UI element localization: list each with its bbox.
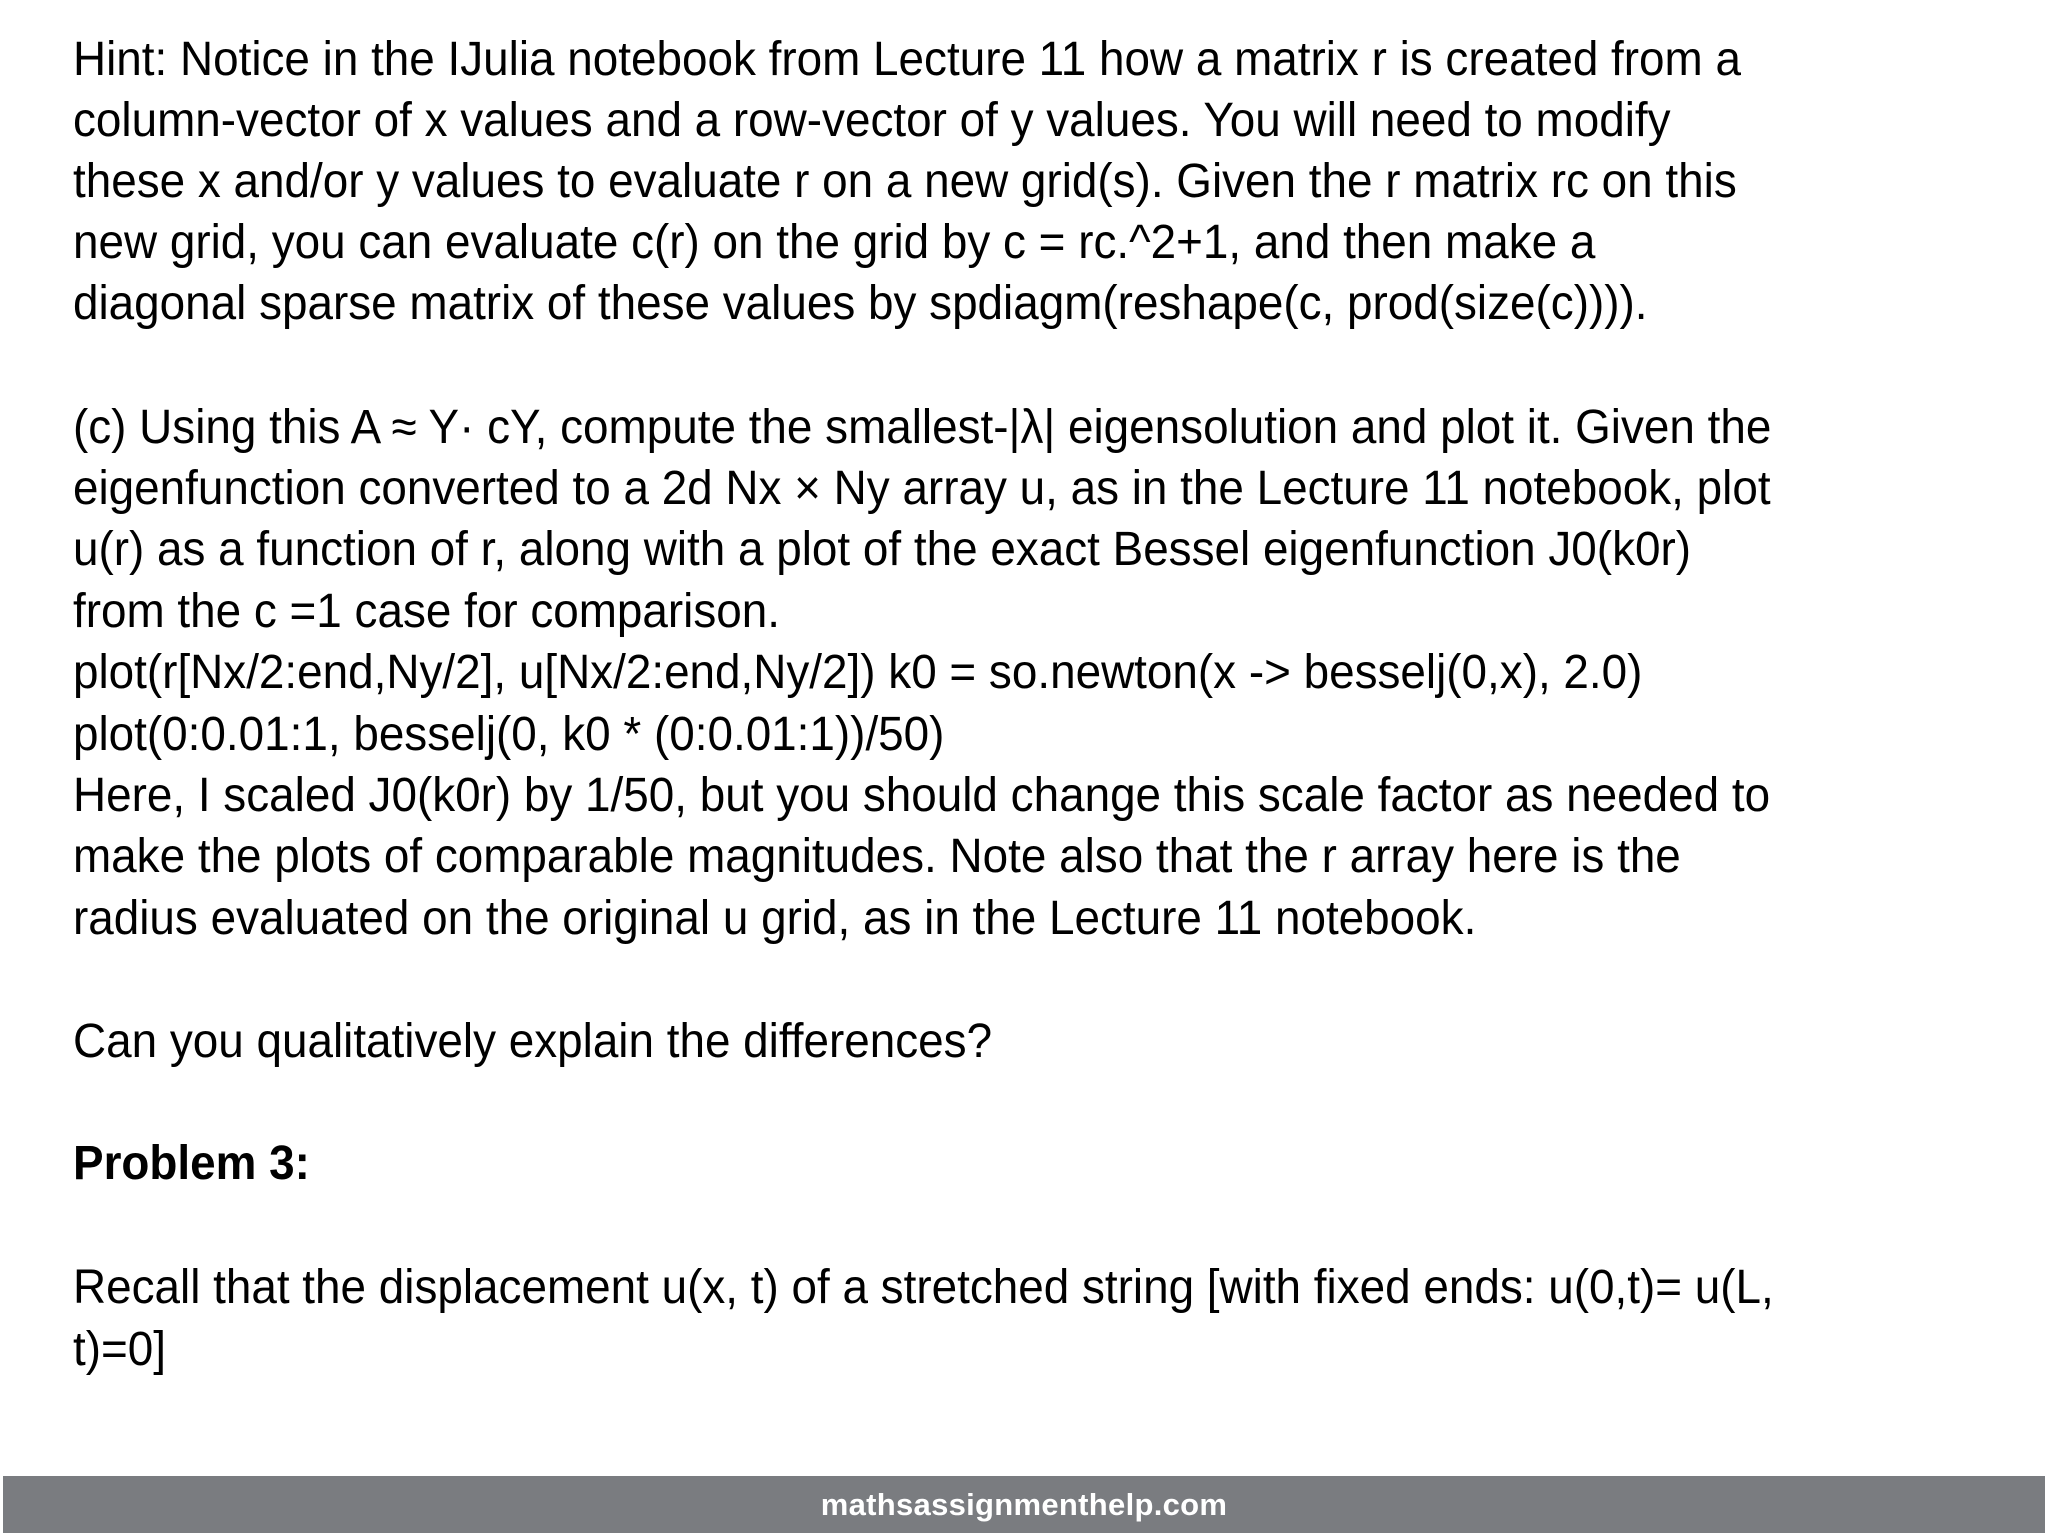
part-c-line-8: make the plots of comparable magnitudes. Note also that the r array here is the — [73, 830, 1681, 883]
code-line-plot-bessel: plot(0:0.01:1, besselj(0, k0 * (0:0.01:1))/50) — [73, 708, 945, 761]
hint-line-5: diagonal sparse matrix of these values by spdiagm(reshape(c, prod(size(c)))). — [73, 277, 1648, 330]
footer-bar — [3, 1476, 2045, 1533]
footer-site-link[interactable]: mathsassignmenthelp.com — [820, 1486, 1228, 1522]
part-c-line-7: Here, I scaled J0(k0r) by 1/50, but you should change this scale factor as needed to — [73, 769, 1771, 822]
part-c-line-9: radius evaluated on the original u grid, as in the Lecture 11 notebook. — [73, 892, 1477, 945]
part-c-line-2: eigenfunction converted to a 2d Nx × Ny array u, as in the Lecture 11 notebook, plot — [73, 462, 1771, 515]
hint-line-4: new grid, you can evaluate c(r) on the grid by c = rc.^2+1, and then make a — [73, 216, 1596, 269]
code-line-plot-u: plot(r[Nx/2:end,Ny/2], u[Nx/2:end,Ny/2]) k0 = so.newton(x -> besselj(0,x), 2.0) — [73, 646, 1643, 699]
part-c-line-3: u(r) as a function of r, along with a plot of the exact Bessel eigenfunction J0(k0r) — [73, 523, 1692, 576]
hint-line-1: Hint: Notice in the IJulia notebook from Lecture 11 how a matrix r is created from a — [73, 33, 1741, 86]
part-c-line-1: (c) Using this A ≈ Y· cY, compute the smallest-|λ| eigensolution and plot it. Given the — [73, 401, 1772, 454]
part-c-line-4: from the c =1 case for comparison. — [73, 585, 781, 638]
hint-line-3: these x and/or y values to evaluate r on a new grid(s). Given the r matrix rc on this — [73, 155, 1737, 208]
problem-3-line-1: Recall that the displacement u(x, t) of a stretched string [with fixed ends: u(0,t)= u(L, — [73, 1261, 1774, 1314]
hint-line-2: column-vector of x values and a row-vector of y values. You will need to modify — [73, 94, 1671, 147]
problem-3-heading: Problem 3: — [73, 1137, 310, 1190]
question-text: Can you qualitatively explain the differences? — [73, 1015, 993, 1068]
problem-3-line-2: t)=0] — [73, 1323, 167, 1376]
